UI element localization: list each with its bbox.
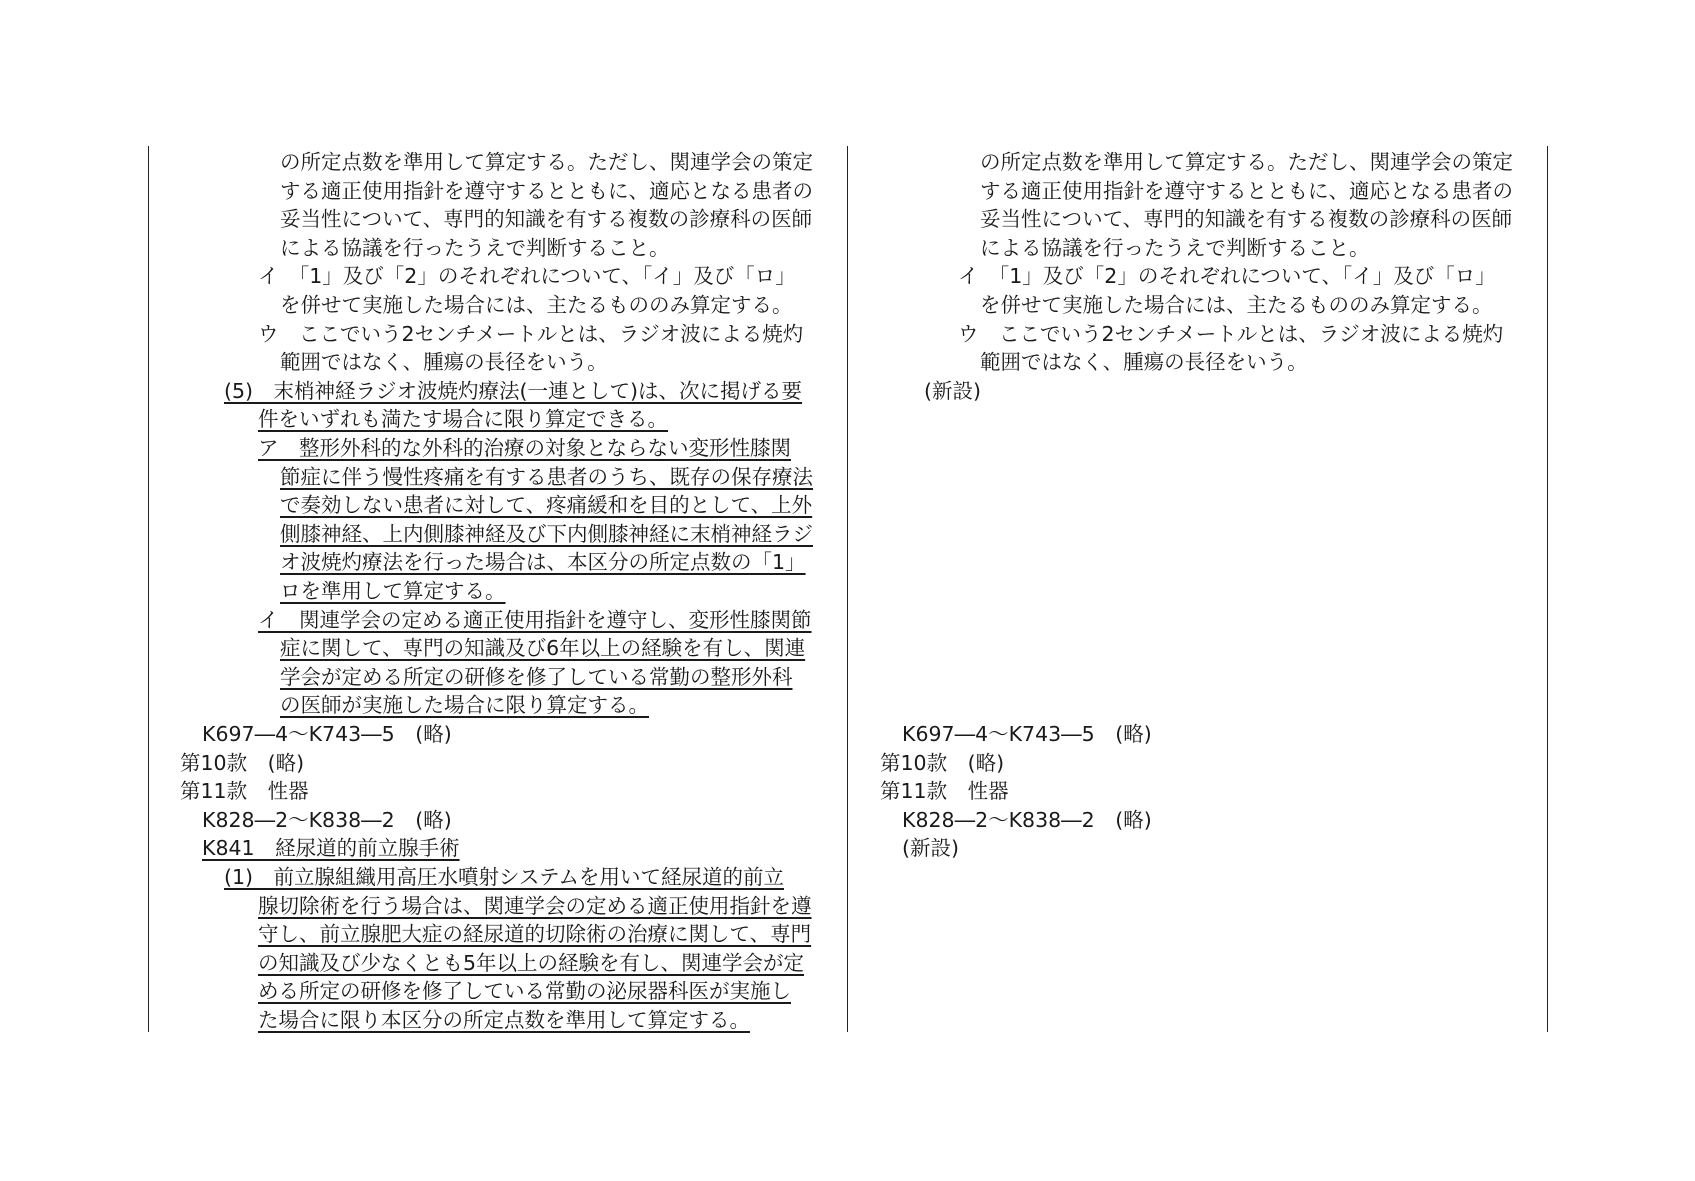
text-line: 第10款 (略) [880,750,1005,775]
text-line: 節症に伴う慢性疼痛を有する患者のうち、既存の保存療法 [280,464,813,489]
text-line: 学会が定める所定の研修を修了している常勤の整形外科 [280,664,793,689]
text-line: オ波焼灼療法を行った場合は、本区分の所定点数の「1」 [280,550,806,575]
text-line: の所定点数を準用して算定する。ただし、関連学会の策定 [980,150,1513,174]
text-line: 第11款 性器 [880,779,1009,804]
text-line: を併せて実施した場合には、主たるもののみ算定する。 [280,293,793,317]
text-line: 妥当性について、専門的知識を有する複数の診療科の医師 [980,207,1513,232]
text-line: 範囲ではなく、腫瘍の長径をいう。 [980,350,1308,375]
text-line: の医師が実施した場合に限り算定する。 [280,693,649,718]
text-line: 症に関して、専門の知識及び6年以上の経験を有し、関連 [280,636,806,661]
text-line: で奏効しない患者に対して、疼痛緩和を目的として、上外 [280,493,813,518]
text-line: た場合に限り本区分の所定点数を準用して算定する。 [258,1008,750,1032]
text-line: 守し、前立腺肥大症の経尿道的切除術の治療に関して、専門 [258,922,812,947]
text-line: K697―4～K743―5 (略) [202,722,452,746]
text-line: K841 経尿道的前立腺手術 [202,836,460,861]
text-line: K828―2～K838―2 (略) [202,807,452,832]
text-line: ロを準用して算定する。 [280,579,506,603]
text-line: する適正使用指針を遵守するとともに、適応となる患者の [980,178,1513,203]
text-line: する適正使用指針を遵守するとともに、適応となる患者の [280,178,813,203]
divider-right [1547,146,1548,1032]
text-line: イ 「1」及び「2」のそれぞれについて、「イ」及び「ロ」 [958,264,1496,289]
text-line: (5) 末梢神経ラジオ波焼灼療法(一連として)は、次に掲げる要 [224,378,803,403]
text-line: K697―4～K743―5 (略) [902,722,1152,746]
text-line: による協議を行ったうえで判断すること。 [980,235,1370,260]
text-line: イ 関連学会の定める適正使用指針を遵守し、変形性膝関節 [258,607,812,632]
text-line: ア 整形外科的な外科的治療の対象とならない変形性膝関 [258,436,791,460]
text-line: ウ ここでいう2センチメートルとは、ラジオ波による焼灼 [958,321,1504,346]
text-line: ウ ここでいう2センチメートルとは、ラジオ波による焼灼 [258,321,804,346]
text-line: める所定の研修を修了している常勤の泌尿器科医が実施し [258,979,791,1004]
text-line: の知識及び少なくとも5年以上の経験を有し、関連学会が定 [258,950,805,975]
divider-left [148,146,149,1032]
text-line: 腺切除術を行う場合は、関連学会の定める適正使用指針を遵 [258,893,812,918]
text-line: (新設) [902,836,959,861]
text-line: を併せて実施した場合には、主たるもののみ算定する。 [980,293,1493,317]
text-line: 第10款 (略) [180,750,305,775]
text-line: (新設) [924,378,981,403]
text-line: 妥当性について、専門的知識を有する複数の診療科の医師 [280,207,813,232]
text-line: の所定点数を準用して算定する。ただし、関連学会の策定 [280,150,813,174]
text-line: イ 「1」及び「2」のそれぞれについて、「イ」及び「ロ」 [258,264,796,289]
text-line: による協議を行ったうえで判断すること。 [280,235,670,260]
text-line: 件をいずれも満たす場合に限り算定できる。 [258,407,668,432]
text-line: 範囲ではなく、腫瘍の長径をいう。 [280,350,608,375]
text-line: (1) 前立腺組織用高圧水噴射システムを用いて経尿道的前立 [224,865,784,889]
text-line: 側膝神経、上内側膝神経及び下内側膝神経に末梢神経ラジ [280,521,813,546]
divider-middle [847,146,848,1032]
text-line: K828―2～K838―2 (略) [902,807,1152,832]
text-line: 第11款 性器 [180,779,309,804]
